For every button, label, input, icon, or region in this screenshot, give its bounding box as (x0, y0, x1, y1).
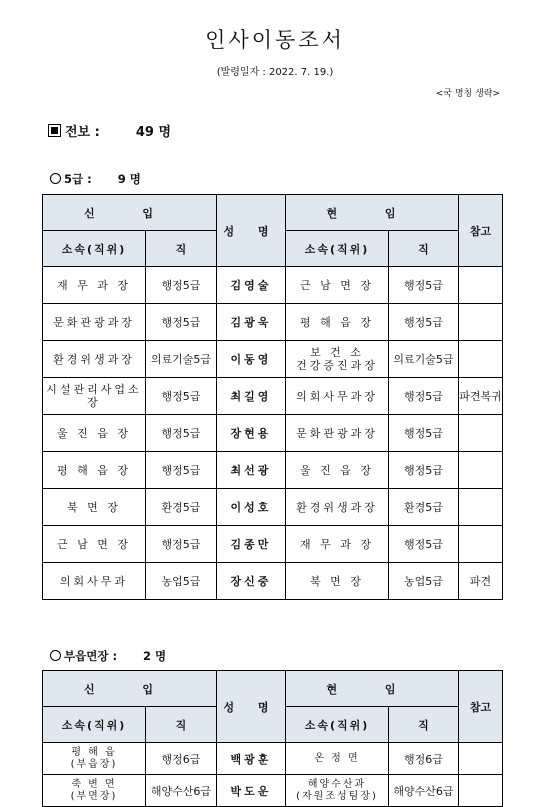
subsection-label: 5급 : (64, 172, 92, 186)
cur-rank-cell: 환경5급 (389, 489, 459, 526)
reference-cell: 파견 (459, 563, 503, 600)
name-cell: 최선광 (217, 452, 286, 489)
name-cell: 김광욱 (217, 304, 286, 341)
name-cell: 이성호 (217, 489, 286, 526)
reference-cell: 파견복귀 (459, 378, 503, 415)
new-dept-cell: 의회사무과 (43, 563, 146, 600)
circle-bullet-icon (50, 173, 61, 184)
cur-dept-cell: 보 건 소 건강증진과장 (286, 341, 389, 378)
header-name: 성 명 (217, 195, 286, 267)
note: <국 명칭 생략> (435, 89, 500, 99)
section-label: 전보 : (65, 125, 100, 140)
reference-cell (459, 743, 503, 775)
header-cur-dept: 소속(직위) (286, 707, 389, 743)
new-rank-cell: 해양수산6급 (146, 775, 217, 807)
table-row (43, 743, 503, 775)
reference-cell (459, 267, 503, 304)
new-rank-cell: 행정5급 (146, 452, 217, 489)
cur-rank-cell: 농업5급 (389, 563, 459, 600)
new-dept-cell: 북 면 장 (43, 489, 146, 526)
header-name: 성 명 (217, 671, 286, 743)
header-new-post: 신 입 (43, 195, 217, 231)
table-row (43, 341, 503, 378)
cur-rank-cell: 행정5급 (389, 304, 459, 341)
header-cur-rank: 직 (389, 707, 459, 743)
new-dept-cell: 평 해 읍 (부읍장) (43, 743, 146, 775)
grade5-table (42, 194, 503, 600)
table-row (43, 526, 503, 563)
table-header-row (43, 195, 503, 231)
filled-square-icon (48, 124, 61, 137)
header-cur-rank: 직 (389, 231, 459, 267)
cur-dept-cell: 온 정 면 (286, 743, 389, 775)
name-cell: 이동영 (217, 341, 286, 378)
cur-rank-cell: 행정5급 (389, 526, 459, 563)
new-rank-cell: 행정5급 (146, 304, 217, 341)
table-row (43, 415, 503, 452)
name-cell: 백광훈 (217, 743, 286, 775)
table-row (43, 267, 503, 304)
new-rank-cell: 행정5급 (146, 267, 217, 304)
table-row (43, 452, 503, 489)
reference-cell (459, 775, 503, 807)
deputy-table (42, 670, 503, 807)
new-dept-cell: 문화관광과장 (43, 304, 146, 341)
header-reference: 참고 (459, 671, 503, 743)
cur-rank-cell: 행정6급 (389, 743, 459, 775)
new-rank-cell: 행정5급 (146, 378, 217, 415)
cur-dept-cell: 환경위생과장 (286, 489, 389, 526)
cur-dept-cell: 재 무 과 장 (286, 526, 389, 563)
cur-rank-cell: 행정5급 (389, 378, 459, 415)
name-cell: 김영술 (217, 267, 286, 304)
cur-rank-cell: 해양수산6급 (389, 775, 459, 807)
table-header-row (43, 671, 503, 707)
new-dept-cell: 재 무 과 장 (43, 267, 146, 304)
new-rank-cell: 환경5급 (146, 489, 217, 526)
issue-date: (발령일자 : 2022. 7. 19.) (216, 67, 334, 78)
header-new-rank: 직 (146, 231, 217, 267)
cur-dept-cell: 북 면 장 (286, 563, 389, 600)
table-row (43, 563, 503, 600)
cur-dept-cell: 의회사무과장 (286, 378, 389, 415)
cur-rank-cell: 행정5급 (389, 415, 459, 452)
section-transfer (48, 121, 171, 140)
header-new-rank: 직 (146, 707, 217, 743)
table-row (43, 489, 503, 526)
new-rank-cell: 행정5급 (146, 526, 217, 563)
cur-dept-cell: 문화관광과장 (286, 415, 389, 452)
section-count: 49 명 (135, 125, 172, 140)
reference-cell (459, 304, 503, 341)
cur-rank-cell: 행정5급 (389, 267, 459, 304)
header-cur-dept: 소속(직위) (286, 231, 389, 267)
cur-rank-cell: 행정5급 (389, 452, 459, 489)
new-dept-cell: 죽 변 면 (부면장) (43, 775, 146, 807)
reference-cell (459, 341, 503, 378)
subsection-deputy (50, 648, 166, 664)
header-new-post: 신 입 (43, 671, 217, 707)
subsection-count: 2 명 (143, 649, 167, 663)
new-dept-cell: 시설관리사업소장 (43, 378, 146, 415)
reference-cell (459, 415, 503, 452)
table-row (43, 378, 503, 415)
cur-dept-cell: 평 해 읍 장 (286, 304, 389, 341)
header-new-dept: 소속(직위) (43, 707, 146, 743)
new-dept-cell: 평 해 읍 장 (43, 452, 146, 489)
cur-dept-cell: 울 진 읍 장 (286, 452, 389, 489)
name-cell: 장현용 (217, 415, 286, 452)
name-cell: 장신중 (217, 563, 286, 600)
new-rank-cell: 의료기술5급 (146, 341, 217, 378)
reference-cell (459, 489, 503, 526)
name-cell: 최길영 (217, 378, 286, 415)
cur-rank-cell: 의료기술5급 (389, 341, 459, 378)
new-rank-cell: 행정6급 (146, 743, 217, 775)
name-cell: 박도운 (217, 775, 286, 807)
header-reference: 참고 (459, 195, 503, 267)
reference-cell (459, 526, 503, 563)
circle-bullet-icon (50, 650, 61, 661)
cur-dept-cell: 해양수산과 (자원조성팀장) (286, 775, 389, 807)
new-dept-cell: 근 남 면 장 (43, 526, 146, 563)
new-rank-cell: 농업5급 (146, 563, 217, 600)
name-cell: 김종만 (217, 526, 286, 563)
reference-cell (459, 452, 503, 489)
new-rank-cell: 행정5급 (146, 415, 217, 452)
new-dept-cell: 울 진 읍 장 (43, 415, 146, 452)
subsection-count: 9 명 (117, 172, 141, 186)
header-current-post: 현 임 (286, 671, 459, 707)
new-dept-cell: 환경위생과장 (43, 341, 146, 378)
cur-dept-cell: 근 남 면 장 (286, 267, 389, 304)
header-current-post: 현 임 (286, 195, 459, 231)
table-row (43, 775, 503, 807)
subsection-label: 부읍면장 : (64, 649, 118, 663)
subsection-grade5 (50, 171, 141, 187)
header-new-dept: 소속(직위) (43, 231, 146, 267)
document-title: 인사이동조서 (205, 28, 345, 52)
table-row (43, 304, 503, 341)
